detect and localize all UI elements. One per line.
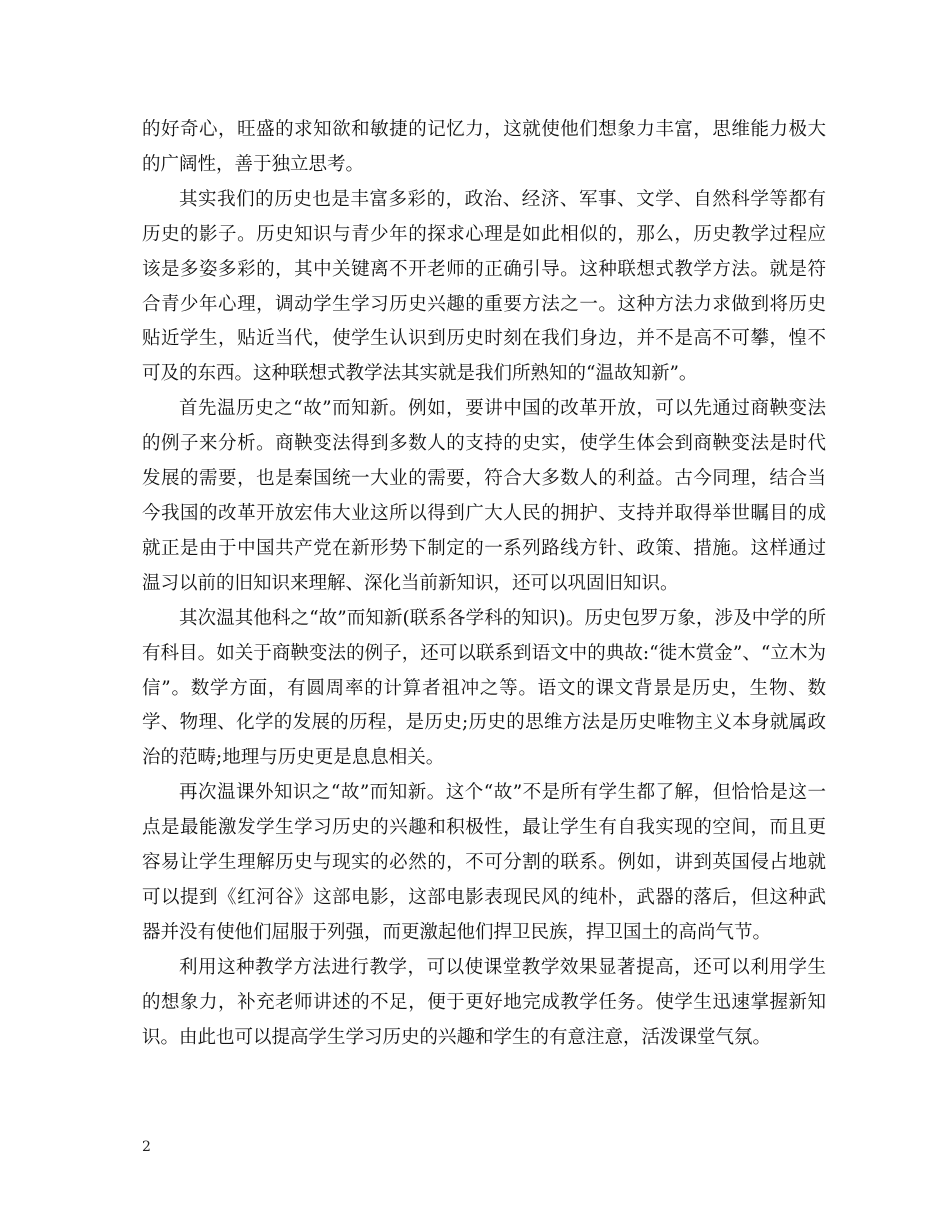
paragraph-5: 再次温课外知识之“故”而知新。这个“故”不是所有学生都了解，但恰恰是这一点是最能激发学生学习历史的兴趣和积极性，最让学生有自我实现的空间，而且更容易让学生理解历史与现实的必然的，不可分割的联系。例如，讲到英国侵占地就可以提到《红河谷》这部电影，这部电影表现民风的纯朴，武器的落后，但这种武器并没有使他们屈服于列强，而更激起他们捍卫民族，捍卫国土的高尚气节。 bbox=[142, 782, 826, 943]
page-number: 2 bbox=[142, 1139, 151, 1155]
document-body bbox=[142, 113, 826, 1055]
paragraph-3: 首先温历史之“故”而知新。例如，要讲中国的改革开放，可以先通过商鞅变法的例子来分析。商鞅变法得到多数人的支持的史实，使学生体会到商鞅变法是时代发展的需要，也是秦国统一大业的需要，符合大多数人的利益。古今同理，结合当今我国的改革开放宏伟大业这所以得到广大人民的拥护、支持并取得举世瞩目的成就正是由于中国共产党在新形势下制定的一系列路线方针、政策、措施。这样通过温习以前的旧知识来理解、深化当前新知识，还可以巩固旧知识。 bbox=[142, 398, 826, 594]
paragraph-6: 利用这种教学方法进行教学，可以使课堂教学效果显著提高，还可以利用学生的想象力，补充老师讲述的不足，便于更好地完成教学任务。使学生迅速掌握新知识。由此也可以提高学生学习历史的兴趣和学生的有意注意，活泼课堂气氛。 bbox=[142, 956, 826, 1048]
paragraph-4: 其次温其他科之“故”而知新(联系各学科的知识)。历史包罗万象，涉及中学的所有科目。如关于商鞅变法的例子，还可以联系到语文中的典故:“徙木赏金”、“立木为信”。数学方面，有圆周率的计算者祖冲之等。语文的课文背景是历史，生物、数学、物理、化学的发展的历程，是历史;历史的思维方法是历史唯物主义本身就属政治的范畴;地理与历史更是息息相关。 bbox=[142, 607, 826, 769]
paragraph-1: 的好奇心，旺盛的求知欲和敏捷的记忆力，这就使他们想象力丰富，思维能力极大的广阔性，善于独立思考。 bbox=[142, 119, 826, 175]
paragraph-2: 其实我们的历史也是丰富多彩的，政治、经济、军事、文学、自然科学等都有历史的影子。历史知识与青少年的探求心理是如此相似的，那么，历史教学过程应该是多姿多彩的，其中关键离不开老师的正确引导。这种联想式教学方法。就是符合青少年心理，调动学生学习历史兴趣的重要方法之一。这种方法力求做到将历史贴近学生，贴近当代，使学生认识到历史时刻在我们身边，并不是高不可攀，惶不可及的东西。这种联想式教学法其实就是我们所熟知的“温故知新”。 bbox=[142, 188, 826, 385]
